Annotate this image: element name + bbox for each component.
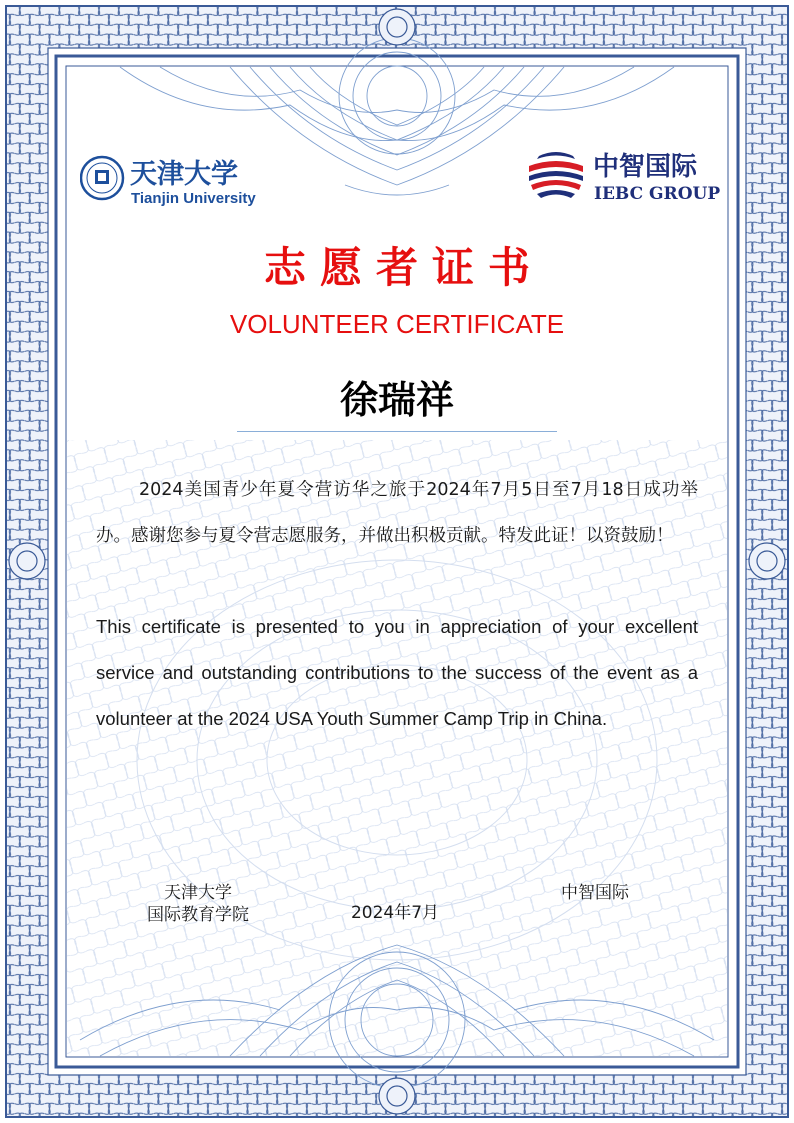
certificate-body-en: This certificate is presented to you in appreciation of your excellent service and outstanding contributions to the success of the event as a volunteer at the 2024 USA Youth Summer Camp Trip in China.: [96, 616, 698, 729]
recipient-underline: [237, 431, 557, 432]
tju-logo-cn-name: 天津大学: [130, 159, 238, 190]
iebc-logo-en-name: IEBC GROUP: [594, 184, 721, 204]
certificate-title-en: VOLUNTEER CERTIFICATE: [229, 309, 565, 339]
certificate-body-cn: 2024美国青少年夏令营访华之旅于2024年7月5日至7月18日成功举办。感谢您参与夏令营志愿服务，并做出积极贡献。特发此证！以资鼓励！: [96, 480, 698, 546]
tju-logo-en-name: Tianjin University: [131, 190, 256, 207]
signature-tianjin-university: [130, 882, 266, 926]
tianjin-university-seal-icon: [81, 157, 123, 199]
signature-iebc: 中智国际: [561, 883, 629, 903]
iebc-logo-cn-name: 中智国际: [593, 152, 698, 182]
tianjin-university-logo: [80, 150, 280, 210]
signature-left-line2: 国际教育学院: [147, 905, 249, 925]
certificate-title-cn: 志愿者证书: [263, 243, 544, 292]
iebc-group-logo: [527, 146, 727, 210]
signature-left-line1: 天津大学: [164, 883, 232, 903]
recipient-name: 徐瑞祥: [339, 378, 454, 422]
issue-date: 2024年7月: [350, 903, 440, 923]
iebc-globe-icon: [529, 150, 583, 204]
